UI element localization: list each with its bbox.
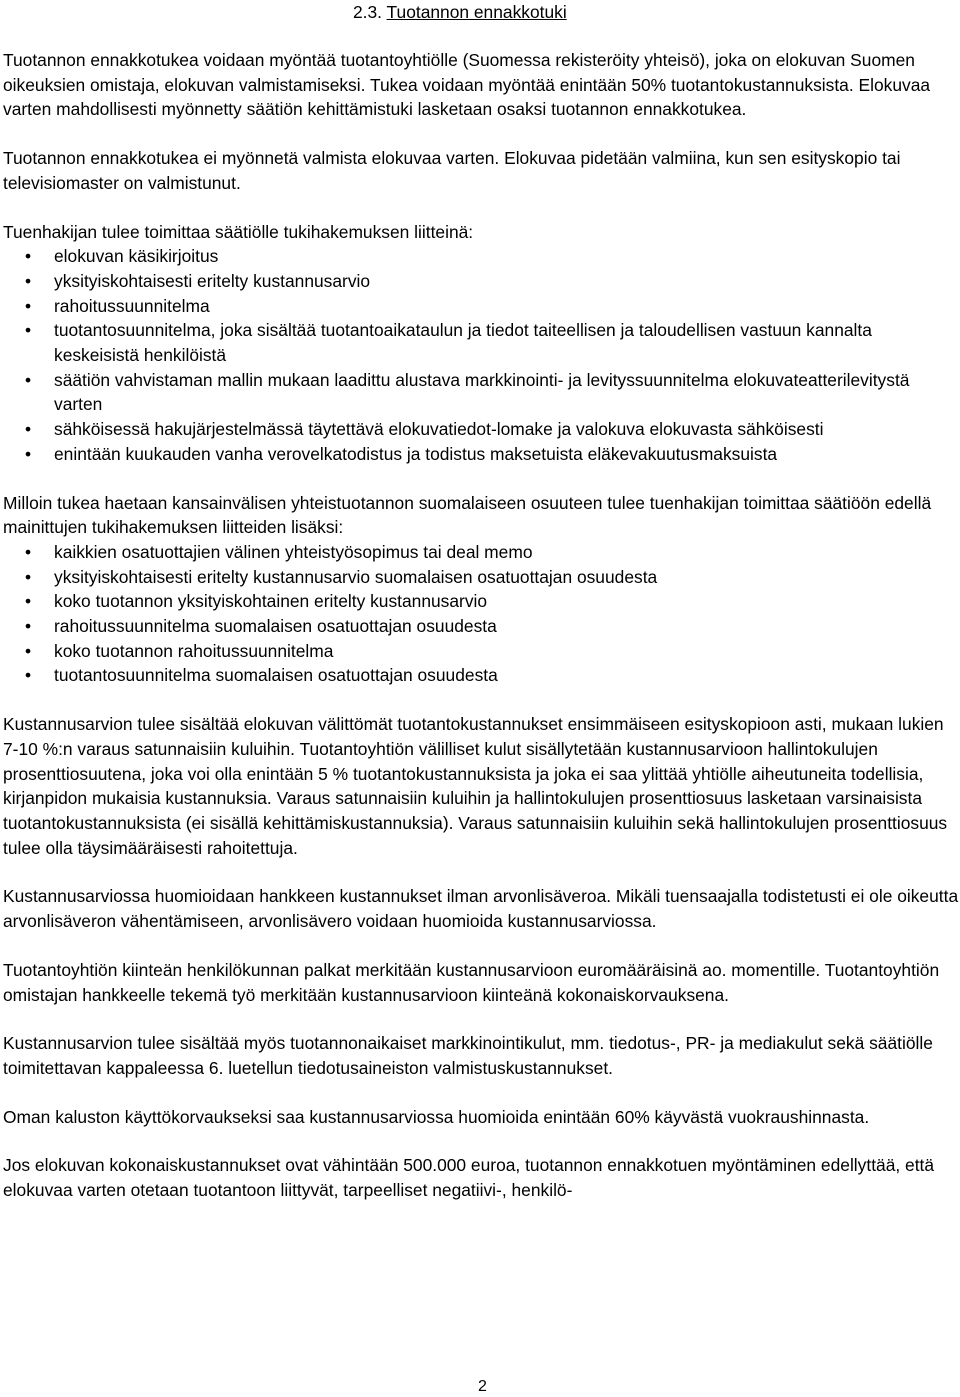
list-item (3, 540, 960, 565)
bullet-icon: • (25, 443, 32, 464)
section-number: 2.3. (353, 2, 383, 22)
list-item-text: rahoitussuunnitelma (54, 295, 210, 316)
list-item-text: yksityiskohtaisesti eritelty kustannusarvio suomalaisen osatuottajan osuudesta (54, 566, 658, 587)
list-item (3, 614, 960, 639)
list-item-text: koko tuotannon rahoitussuunnitelma (54, 640, 334, 661)
bullet-icon: • (25, 419, 32, 440)
list-intro: Milloin tukea haetaan kansainvälisen yhteistuotannon suomalaiseen osuuteen tulee tuenhakijan toimittaa säätiöön edellä mainittujen tukihakemuksen liitteiden lisäksi: (3, 492, 932, 538)
bullet-icon: • (25, 270, 32, 291)
section-title: Tuotannon ennakkotuki (386, 2, 567, 22)
list-item (3, 639, 960, 664)
coproduction-attachments-list (3, 540, 960, 688)
list-item (3, 294, 960, 319)
list-item-text: tuotantosuunnitelma, joka sisältää tuotantoaikataulun ja tiedot taiteellisen ja taloudellisen vastuun kannalta keskeisistä henkilöistä (54, 320, 872, 366)
bullet-icon: • (25, 320, 32, 341)
bullet-icon: • (25, 566, 32, 587)
paragraph: Kustannusarviossa huomioidaan hankkeen kustannukset ilman arvonlisäveroa. Mikäli tuensaajalla todistetusti ei ole oikeutta arvonlisäveron vähentämiseen, arvonlisävero voidaan huomioida kustannusarviossa. (3, 886, 959, 932)
paragraph: Jos elokuvan kokonaiskustannukset ovat vähintään 500.000 euroa, tuotannon ennakkotuen myöntäminen edellyttää, että elokuvaa varten otetaan tuotantoon liittyvät, tarpeelliset negatiivi-, henkilö- (3, 1155, 935, 1201)
attachments-list (3, 244, 960, 466)
list-item-text: enintään kuukauden vanha verovelkatodistus ja todistus maksetuista eläkevakuutusmaksuista (54, 443, 778, 464)
list-intro: Tuenhakijan tulee toimittaa säätiölle tukihakemuksen liitteinä: (3, 221, 474, 242)
bullet-icon: • (25, 541, 32, 562)
bullet-icon: • (25, 640, 32, 661)
list-item-text: sähköisessä hakujärjestelmässä täytettävä elokuvatiedot-lomake ja valokuva elokuvasta sähköisesti (54, 419, 824, 440)
bullet-icon: • (25, 295, 32, 316)
list-item (3, 589, 960, 614)
list-item (3, 269, 960, 294)
document-body (3, 48, 960, 1203)
paragraph: Kustannusarvion tulee sisältää elokuvan välittömät tuotantokustannukset ensimmäiseen esityskopioon asti, mukaan lukien 7-10 %:n varaus satunnaisiin kuluihin. Tuotantoyhtiön välilliset kulut sisällytetään kustannusarvioon hallintokulujen prosenttiosuutena, joka voi olla enintään 5 % tuotantokustannuksista ja joka ei saa ylittää yhtiölle aiheutuneita todellisia, kirjanpidon mukaisia kustannuksia. Varaus satunnaisiin kuluihin ja hallintokulujen prosenttiosuus lasketaan varsinaisista tuotantokustannuksista (ei sisällä kehittämiskustannuksia). Varaus satunnaisiin kuluihin sekä hallintokulujen prosenttiosuus tulee olla täysimääräisesti rahoitettuja. (3, 714, 948, 858)
bullet-icon: • (25, 369, 32, 390)
list-item-text: rahoitussuunnitelma suomalaisen osatuottajan osuudesta (54, 616, 497, 637)
list-item-text: tuotantosuunnitelma suomalaisen osatuottajan osuudesta (54, 665, 498, 686)
list-item (3, 318, 960, 367)
paragraph: Tuotannon ennakkotukea ei myönnetä valmista elokuvaa varten. Elokuvaa pidetään valmiina, kun sen esityskopio tai televisiomaster on valmistunut. (3, 148, 901, 193)
list-item-text: elokuvan käsikirjoitus (54, 246, 219, 267)
bullet-icon: • (25, 246, 32, 267)
paragraph: Tuotannon ennakkotukea voidaan myöntää tuotantoyhtiölle (Suomessa rekisteröity yhteisö), joka on elokuvan Suomen oikeuksien omistaja, elokuvan valmistamiseksi. Tukea voidaan myöntää enintään 50% tuotantokustannuksista. Elokuvaa varten mahdollisesti myönnetty säätiön kehittämistuki lasketaan osaksi tuotannon ennakkotukea. (3, 50, 931, 120)
list-item (3, 368, 960, 417)
list-item-text: koko tuotannon yksityiskohtainen eritelty kustannusarvio (54, 591, 488, 612)
list-item (3, 244, 960, 269)
list-item-text: yksityiskohtaisesti eritelty kustannusarvio (54, 270, 371, 291)
bullet-icon: • (25, 665, 32, 686)
list-item (3, 442, 960, 467)
paragraph: Oman kaluston käyttökorvaukseksi saa kustannusarviossa huomioida enintään 60% käyvästä vuokraushinnasta. (3, 1106, 870, 1127)
list-item-text: säätiön vahvistaman mallin mukaan laadittu alustava markkinointi- ja levityssuunnitelma elokuvateatterilevitystä varten (54, 369, 910, 415)
paragraph: Tuotantoyhtiön kiinteän henkilökunnan palkat merkitään kustannusarvioon euromääräisinä ao. momentille. Tuotantoyhtiön omistajan hankkeelle tekemä työ merkitään kustannusarvioon kiinteänä kokonaiskorvauksena. (3, 959, 940, 1005)
list-item (3, 663, 960, 688)
bullet-icon: • (25, 591, 32, 612)
list-item (3, 417, 960, 442)
page-number: 2 (478, 1378, 487, 1395)
section-heading (353, 0, 567, 24)
bullet-icon: • (25, 616, 32, 637)
list-item-text: kaikkien osatuottajien välinen yhteistyösopimus tai deal memo (54, 541, 533, 562)
paragraph: Kustannusarvion tulee sisältää myös tuotannonaikaiset markkinointikulut, mm. tiedotus-, PR- ja mediakulut sekä säätiölle toimitettavan kappaleessa 6. luetellun tiedotusaineiston valmistuskustannukset. (3, 1033, 933, 1078)
list-item (3, 565, 960, 590)
